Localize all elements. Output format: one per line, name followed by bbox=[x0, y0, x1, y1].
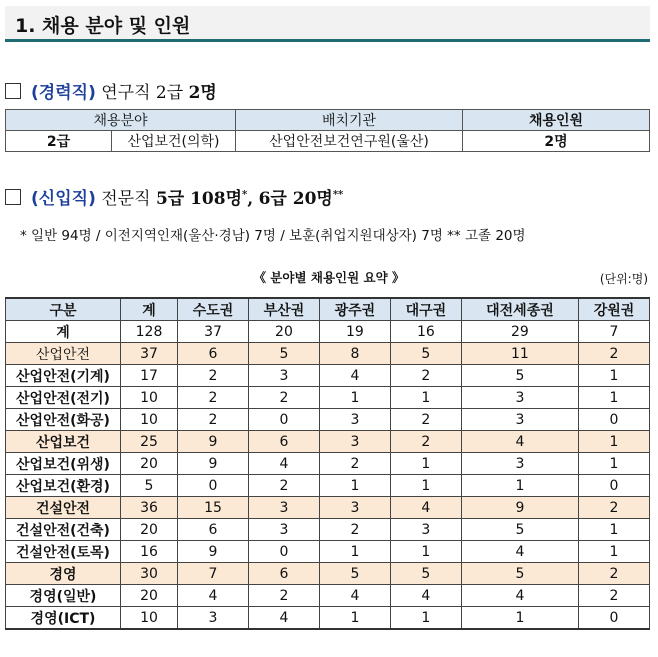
row-label: 산업보건 bbox=[6, 431, 121, 453]
summary-unit: (단위:명) bbox=[599, 272, 648, 286]
cell-value: 4 bbox=[461, 585, 578, 607]
cell-value: 3 bbox=[461, 409, 578, 431]
row-label: 경영(ICT) bbox=[6, 607, 121, 630]
table-row bbox=[6, 475, 650, 497]
cell-value: 2 bbox=[178, 409, 249, 431]
header-field: 채용분야 bbox=[6, 110, 236, 131]
row-label: 산업안전(기계) bbox=[6, 365, 121, 387]
col-header: 광주권 bbox=[319, 298, 390, 321]
cell-value: 4 bbox=[461, 541, 578, 563]
cell-field: 산업보건(의학) bbox=[112, 131, 236, 152]
cell-value: 11 bbox=[461, 343, 578, 365]
cell-value: 7 bbox=[178, 563, 249, 585]
table-row bbox=[6, 365, 650, 387]
summary-table bbox=[5, 297, 650, 630]
mark-grade5: * bbox=[242, 189, 248, 201]
cell-value: 128 bbox=[121, 321, 178, 343]
table-row bbox=[6, 519, 650, 541]
cell-value: 4 bbox=[178, 585, 249, 607]
cell-value: 1 bbox=[579, 541, 650, 563]
cell-value: 2 bbox=[579, 585, 650, 607]
cell-value: 3 bbox=[248, 365, 319, 387]
cell-value: 2 bbox=[178, 365, 249, 387]
cell-value: 1 bbox=[319, 475, 390, 497]
cell-value: 7 bbox=[579, 321, 650, 343]
cell-value: 2 bbox=[579, 497, 650, 519]
cell-value: 1 bbox=[390, 453, 461, 475]
col-header: 계 bbox=[121, 298, 178, 321]
table-row bbox=[6, 541, 650, 563]
table-row bbox=[6, 431, 650, 453]
cell-value: 20 bbox=[121, 453, 178, 475]
cell-value: 4 bbox=[248, 453, 319, 475]
cell-value: 1 bbox=[461, 475, 578, 497]
header-headcount: 채용인원 bbox=[463, 110, 650, 131]
table-row bbox=[6, 453, 650, 475]
row-label: 건설안전 bbox=[6, 497, 121, 519]
table-row bbox=[6, 497, 650, 519]
cell-headcount: 2명 bbox=[463, 131, 650, 152]
cell-value: 1 bbox=[319, 387, 390, 409]
cell-value: 5 bbox=[248, 343, 319, 365]
cell-value: 9 bbox=[178, 541, 249, 563]
table-row bbox=[6, 131, 650, 152]
row-label: 산업보건(환경) bbox=[6, 475, 121, 497]
cell-value: 2 bbox=[579, 563, 650, 585]
cell-value: 3 bbox=[319, 497, 390, 519]
table-row bbox=[6, 563, 650, 585]
cell-value: 6 bbox=[178, 519, 249, 541]
cell-value: 1 bbox=[319, 541, 390, 563]
cell-value: 3 bbox=[461, 453, 578, 475]
cell-value: 1 bbox=[390, 541, 461, 563]
cell-value: 1 bbox=[579, 365, 650, 387]
col-header: 부산권 bbox=[248, 298, 319, 321]
summary-caption: 《 분야별 채용인원 요약 》 bbox=[253, 270, 405, 285]
cell-value: 0 bbox=[579, 409, 650, 431]
cell-value: 4 bbox=[461, 431, 578, 453]
cell-value: 0 bbox=[178, 475, 249, 497]
cell-value: 2 bbox=[319, 453, 390, 475]
row-label: 경영 bbox=[6, 563, 121, 585]
cell-value: 6 bbox=[248, 431, 319, 453]
cell-value: 37 bbox=[121, 343, 178, 365]
col-header: 수도권 bbox=[178, 298, 249, 321]
cell-value: 2 bbox=[319, 519, 390, 541]
header-agency: 배치기관 bbox=[236, 110, 463, 131]
row-label: 산업안전(화공) bbox=[6, 409, 121, 431]
cell-value: 3 bbox=[390, 519, 461, 541]
cell-value: 2 bbox=[248, 475, 319, 497]
row-label: 계 bbox=[6, 321, 121, 343]
cell-value: 8 bbox=[319, 343, 390, 365]
cell-value: 1 bbox=[390, 607, 461, 630]
checkbox-icon bbox=[5, 189, 21, 205]
experienced-tag: (경력직) bbox=[31, 83, 96, 103]
cell-value: 1 bbox=[579, 387, 650, 409]
cell-value: 2 bbox=[579, 343, 650, 365]
cell-value: 2 bbox=[390, 431, 461, 453]
cell-value: 3 bbox=[248, 519, 319, 541]
footnote: * 일반 94명 / 이전지역인재(울산·경남) 7명 / 보훈(취업지원대상자) 7명 ** 고졸 20명 bbox=[20, 228, 526, 244]
cell-value: 4 bbox=[390, 585, 461, 607]
cell-value: 1 bbox=[461, 607, 578, 630]
cell-value: 9 bbox=[178, 453, 249, 475]
table-row bbox=[6, 343, 650, 365]
experienced-tag-text: 경력직 bbox=[38, 83, 89, 103]
cell-value: 4 bbox=[319, 585, 390, 607]
cell-value: 0 bbox=[579, 475, 650, 497]
cell-value: 2 bbox=[248, 387, 319, 409]
table-header-row bbox=[6, 110, 650, 131]
checkbox-icon bbox=[5, 83, 21, 99]
experienced-count: 2명 bbox=[188, 83, 217, 103]
cell-value: 1 bbox=[579, 453, 650, 475]
cell-value: 9 bbox=[178, 431, 249, 453]
row-label: 산업안전 bbox=[6, 343, 121, 365]
cell-value: 1 bbox=[579, 431, 650, 453]
cell-value: 0 bbox=[248, 409, 319, 431]
cell-value: 9 bbox=[461, 497, 578, 519]
cell-value: 6 bbox=[248, 563, 319, 585]
row-label: 산업보건(위생) bbox=[6, 453, 121, 475]
cell-value: 3 bbox=[319, 409, 390, 431]
cell-value: 2 bbox=[248, 585, 319, 607]
cell-value: 4 bbox=[390, 497, 461, 519]
cell-value: 5 bbox=[461, 365, 578, 387]
total-row bbox=[6, 321, 650, 343]
cell-value: 10 bbox=[121, 409, 178, 431]
row-label: 건설안전(토목) bbox=[6, 541, 121, 563]
cell-value: 5 bbox=[319, 563, 390, 585]
cell-value: 1 bbox=[579, 519, 650, 541]
cell-value: 16 bbox=[390, 321, 461, 343]
row-label: 건설안전(건축) bbox=[6, 519, 121, 541]
experienced-section bbox=[5, 78, 217, 103]
cell-value: 5 bbox=[390, 343, 461, 365]
cell-value: 16 bbox=[121, 541, 178, 563]
cell-value: 3 bbox=[461, 387, 578, 409]
col-header: 대구권 bbox=[390, 298, 461, 321]
cell-value: 0 bbox=[248, 541, 319, 563]
new-hire-tag-text: 신입직 bbox=[38, 189, 89, 209]
cell-value: 36 bbox=[121, 497, 178, 519]
new-hire-desc: 전문직 bbox=[101, 189, 151, 209]
cell-value: 3 bbox=[319, 431, 390, 453]
summary-header-row bbox=[6, 298, 650, 321]
heading-text: 1. 채용 분야 및 인원 bbox=[15, 15, 191, 37]
count-grade5: 5급 108명 bbox=[155, 189, 243, 209]
cell-value: 20 bbox=[121, 585, 178, 607]
cell-value: 5 bbox=[121, 475, 178, 497]
row-label: 산업안전(전기) bbox=[6, 387, 121, 409]
cell-value: 6 bbox=[178, 343, 249, 365]
cell-value: 19 bbox=[319, 321, 390, 343]
count-grade6: 6급 20명 bbox=[258, 189, 333, 209]
cell-value: 20 bbox=[121, 519, 178, 541]
count-separator: , bbox=[247, 189, 254, 209]
table-row bbox=[6, 409, 650, 431]
table-row bbox=[6, 607, 650, 630]
cell-value: 17 bbox=[121, 365, 178, 387]
cell-value: 3 bbox=[178, 607, 249, 630]
cell-value: 25 bbox=[121, 431, 178, 453]
section-heading bbox=[5, 6, 650, 42]
cell-grade: 2급 bbox=[6, 131, 112, 152]
cell-value: 4 bbox=[319, 365, 390, 387]
cell-value: 10 bbox=[121, 607, 178, 630]
cell-value: 5 bbox=[390, 563, 461, 585]
cell-value: 37 bbox=[178, 321, 249, 343]
cell-value: 3 bbox=[248, 497, 319, 519]
cell-value: 30 bbox=[121, 563, 178, 585]
cell-value: 1 bbox=[390, 387, 461, 409]
cell-value: 1 bbox=[390, 475, 461, 497]
cell-value: 1 bbox=[319, 607, 390, 630]
experienced-table bbox=[5, 109, 650, 152]
experienced-desc: 연구직 2급 bbox=[101, 83, 184, 103]
cell-value: 5 bbox=[461, 519, 578, 541]
cell-value: 10 bbox=[121, 387, 178, 409]
col-header: 구분 bbox=[6, 298, 121, 321]
cell-value: 29 bbox=[461, 321, 578, 343]
new-hire-tag: (신입직) bbox=[31, 189, 96, 209]
cell-value: 5 bbox=[461, 563, 578, 585]
cell-value: 4 bbox=[248, 607, 319, 630]
cell-value: 20 bbox=[248, 321, 319, 343]
cell-value: 0 bbox=[579, 607, 650, 630]
cell-value: 2 bbox=[390, 365, 461, 387]
row-label: 경영(일반) bbox=[6, 585, 121, 607]
mark-grade6: ** bbox=[332, 189, 344, 201]
cell-value: 2 bbox=[390, 409, 461, 431]
cell-value: 15 bbox=[178, 497, 249, 519]
table-row bbox=[6, 387, 650, 409]
new-hire-section bbox=[5, 184, 343, 209]
cell-agency: 산업안전보건연구원(울산) bbox=[236, 131, 463, 152]
col-header: 대전세종권 bbox=[461, 298, 578, 321]
table-row bbox=[6, 585, 650, 607]
col-header: 강원권 bbox=[579, 298, 650, 321]
cell-value: 2 bbox=[178, 387, 249, 409]
